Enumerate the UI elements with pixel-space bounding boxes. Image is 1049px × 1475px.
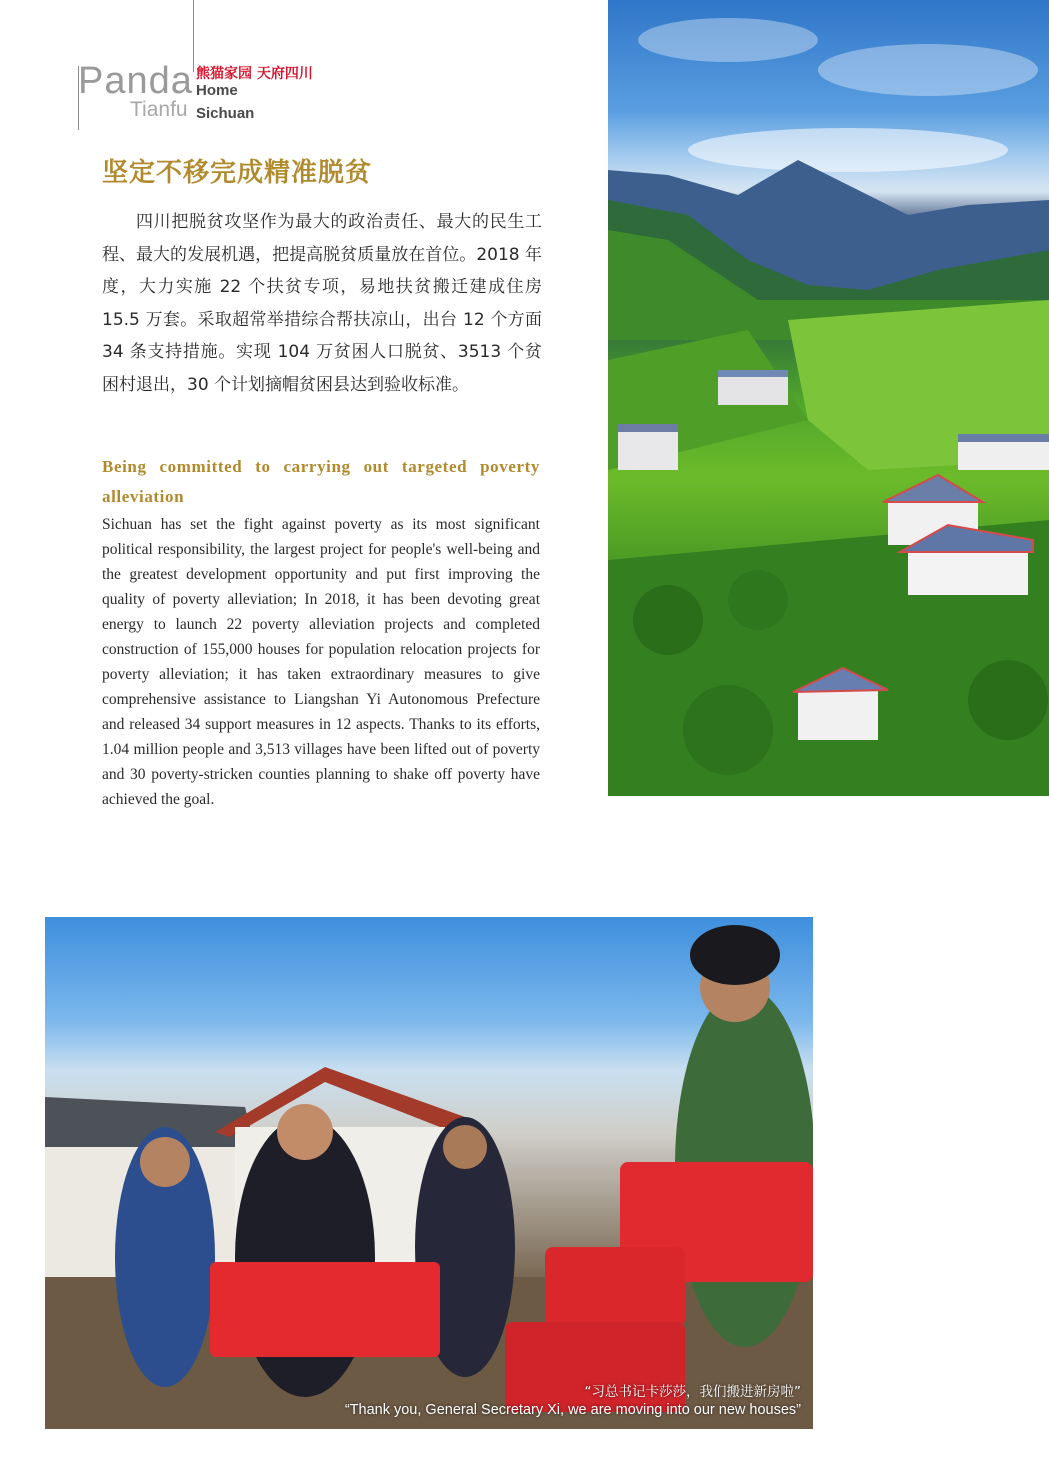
logo-sichuan-text: Sichuan — [196, 105, 255, 122]
logo-tianfu-text: Tianfu — [130, 98, 188, 121]
section-title-english: Being committed to carrying out targeted poverty alleviation — [102, 457, 540, 506]
logo-panda-text: Panda — [78, 60, 193, 102]
logo-chinese-text: 熊猫家园 天府四川 — [196, 66, 313, 82]
event-illustration — [45, 917, 813, 1429]
village-landscape-photo — [608, 0, 1049, 796]
landscape-illustration — [608, 0, 1049, 796]
photo-caption — [345, 1383, 801, 1420]
publication-logo — [78, 0, 338, 135]
caption-english: “Thank you, General Secretary Xi, we are moving into our new houses” — [344, 1402, 801, 1418]
caption-chinese: “习总书记卡莎莎，我们搬进新房啦” — [584, 1384, 801, 1400]
section-title-chinese: 坚定不移完成精准脱贫 — [102, 158, 373, 188]
body-paragraph-english: Sichuan has set the fight against poverty as its most significant political responsibility, the largest project for people's well-being and the greatest development opportunity and put first improving the quality of poverty alleviation; In 2018, it has been devoting great energy to launch 22 poverty alleviation projects and completed construction of 155,000 houses for population relocation projects for poverty alleviation; it has taken extraordinary measures to give comprehensive assistance to Liangshan Yi Autonomous Prefecture and released 34 support measures in 12 aspects. Thanks to its efforts, 1.04 million people and 3,513 villages have been lifted out of poverty and 30 poverty-stricken counties planning to shake off poverty have achieved the goal. — [102, 516, 540, 808]
logo-divider — [193, 0, 194, 72]
logo-home-text: Home — [196, 82, 238, 99]
relocation-celebration-photo — [45, 917, 813, 1429]
body-paragraph-chinese: 四川把脱贫攻坚作为最大的政治责任、最大的民生工程、最大的发展机遇，把提高脱贫质量放在首位。2018 年度，大力实施 22 个扶贫专项，易地扶贫搬迁建成住房 15.5 万套。采取超常举措综合帮扶凉山，出台 12 个方面 34 条支持措施。实现 104 万贫困人口脱贫、3513 个贫困村退出，30 个计划摘帽贫困县达到验收标准。 — [102, 212, 542, 395]
